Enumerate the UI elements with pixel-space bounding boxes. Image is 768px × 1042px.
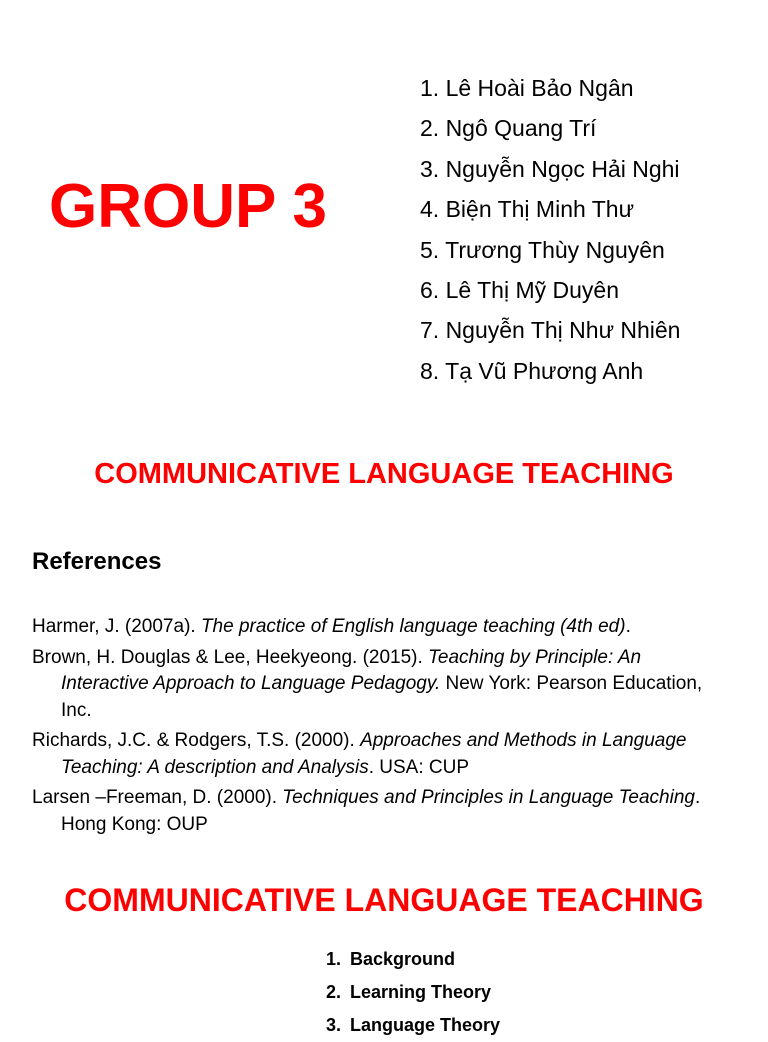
reference-title: Approaches and Methods in Language Teaching: A description and Analysis	[61, 730, 687, 778]
outline-label: Language Theory	[350, 1015, 501, 1035]
reference-title: Teaching by Principle: An Interactive Approach to Language Pedagogy.	[61, 646, 642, 694]
member-item: 3. Nguyễn Ngọc Hải Nghi	[420, 155, 680, 182]
outline-item	[326, 1009, 500, 1042]
reference-item	[32, 614, 722, 641]
section-heading: COMMUNICATIVE LANGUAGE TEACHING	[94, 458, 674, 490]
member-item: 7. Nguyễn Thị Như Nhiên	[420, 317, 681, 344]
reference-title: Techniques and Principles in Language Teaching	[282, 787, 695, 808]
member-item: 1. Lê Hoài Bảo Ngân	[420, 75, 634, 101]
references-title: References	[32, 548, 162, 575]
member-item: 8. Tạ Vũ Phương Anh	[420, 357, 644, 384]
reference-publisher: New York: Pearson Education, Inc.	[61, 673, 703, 721]
member-item: 5. Trương Thùy Nguyên	[420, 236, 665, 263]
member-item: 2. Ngô Quang Trí	[420, 115, 597, 142]
reference-publisher: . USA: CUP	[368, 756, 470, 778]
reference-title: The practice of English language teaching (4th ed)	[200, 616, 626, 637]
outline-number: 1.	[326, 949, 342, 969]
reference-publisher: .	[625, 616, 631, 637]
reference-item	[32, 728, 722, 781]
member-item: 6. Lê Thị Mỹ Duyên	[420, 277, 620, 304]
outline-list	[326, 943, 500, 1042]
references-list	[32, 614, 722, 842]
reference-item	[32, 785, 722, 838]
outline-number: 2.	[326, 982, 342, 1002]
member-item: 4. Biện Thị Minh Thư	[420, 196, 634, 223]
section-heading: COMMUNICATIVE LANGUAGE TEACHING	[64, 882, 704, 918]
reference-authors: Larsen –Freeman, D. (2000).	[32, 787, 283, 808]
outline-item	[326, 943, 500, 976]
group-title: GROUP 3	[49, 172, 327, 241]
reference-authors: Harmer, J. (2007a).	[32, 616, 201, 637]
reference-publisher: . Hong Kong: OUP	[61, 787, 701, 835]
outline-label: Background	[350, 949, 456, 969]
outline-item	[326, 976, 500, 1009]
reference-authors: Brown, H. Douglas & Lee, Heekyeong. (2015).	[32, 646, 429, 668]
reference-authors: Richards, J.C. & Rodgers, T.S. (2000).	[32, 730, 361, 751]
reference-item	[32, 645, 722, 725]
outline-number: 3.	[326, 1015, 342, 1035]
outline-label: Learning Theory	[350, 982, 492, 1002]
member-list	[420, 68, 680, 391]
